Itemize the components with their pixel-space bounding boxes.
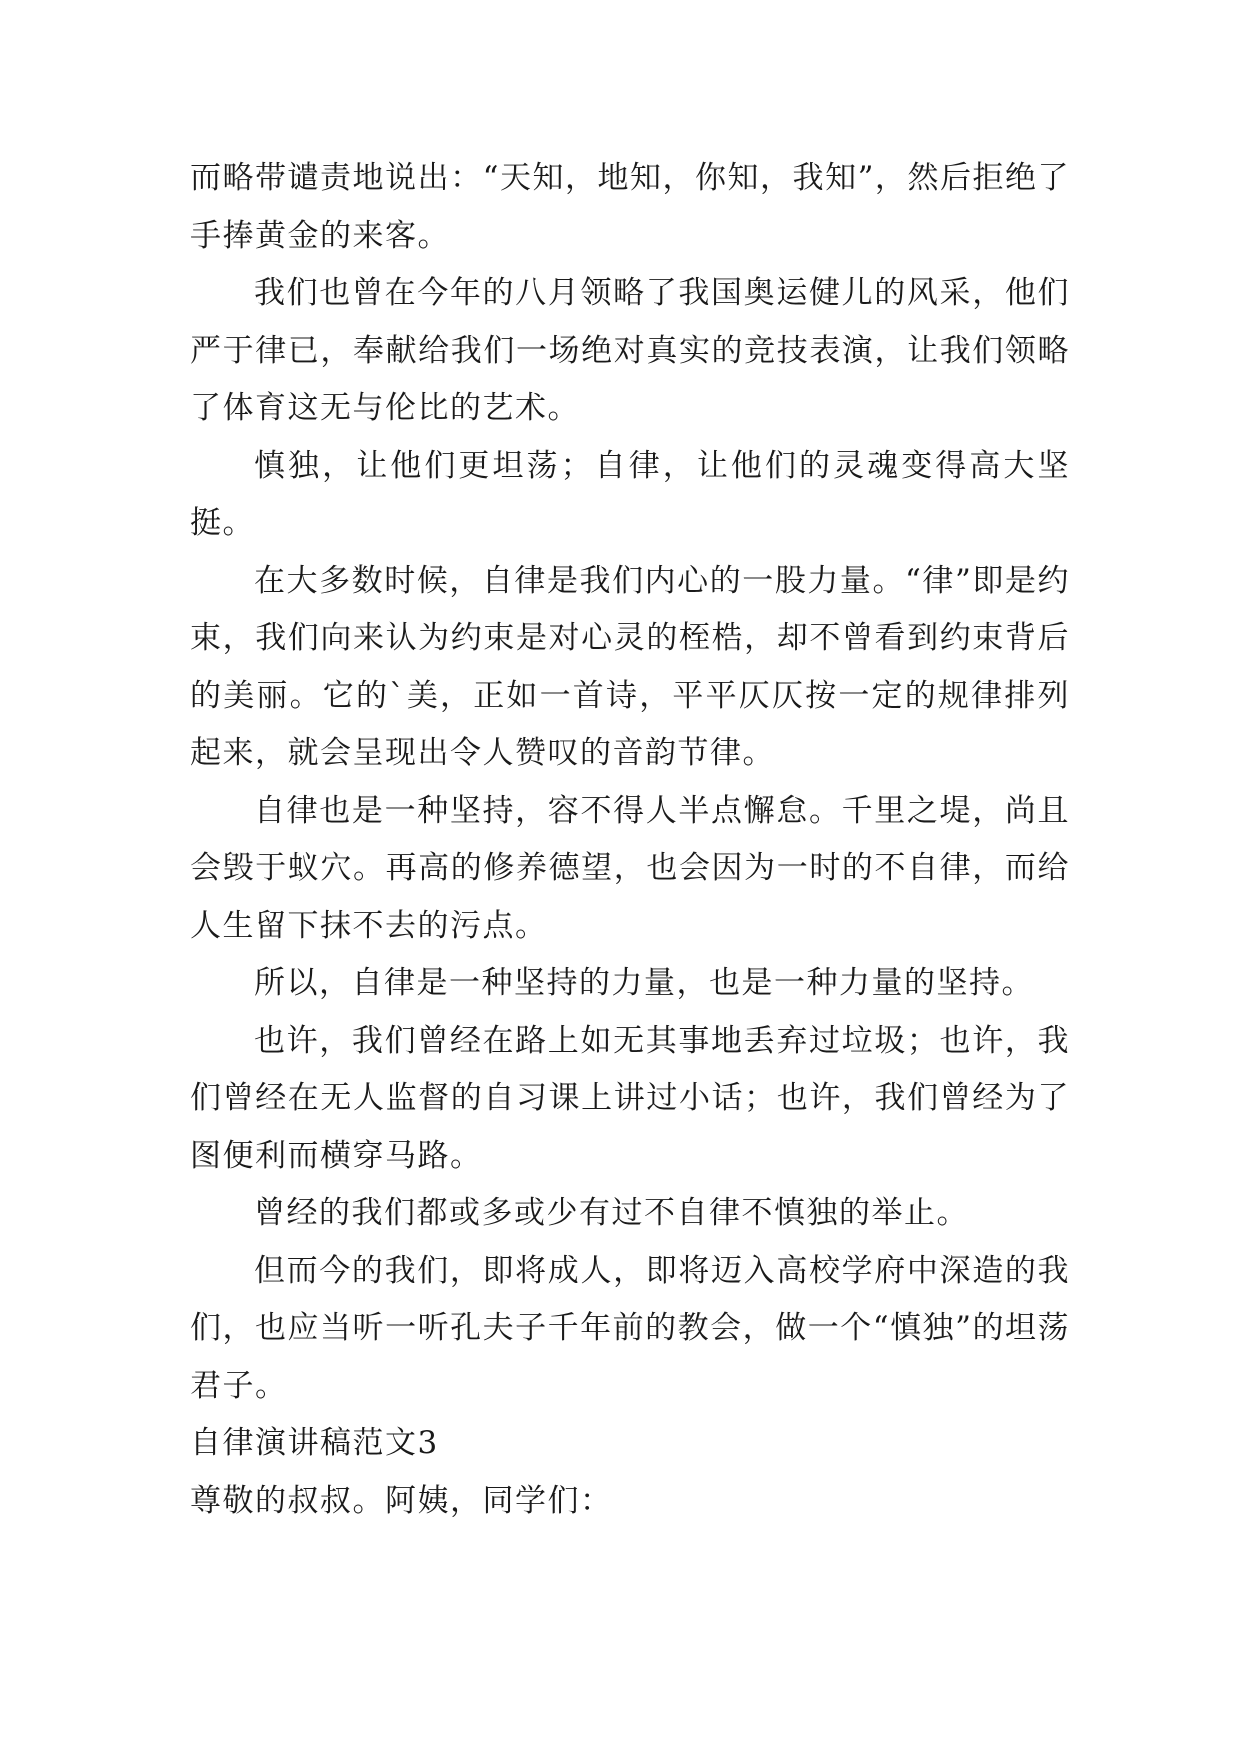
paragraph-8: 曾经的我们都或多或少有过不自律不慎独的举止。 — [254, 1195, 969, 1231]
paragraph-3: 慎独，让他们更坦荡；自律，让他们的灵魂变得高大坚挺。 — [190, 447, 1070, 541]
paragraph-2: 我们也曾在今年的八月领略了我国奥运健儿的风采，他们严于律已，奉献给我们一场绝对真实的竞技表演，让我们领略了体育这无与伦比的艺术。 — [190, 275, 1070, 426]
salutation: 尊敬的叔叔。阿姨，同学们： — [190, 1482, 613, 1519]
document-body — [190, 150, 1070, 1530]
paragraph-1: 而略带谴责地说出：“天知，地知，你知，我知”，然后拒绝了手捧黄金的来客。 — [190, 160, 1070, 254]
paragraph-6: 所以，自律是一种坚持的力量，也是一种力量的坚持。 — [254, 965, 1034, 1001]
paragraph-5: 自律也是一种坚持，容不得人半点懈怠。千里之堤，尚且会毁于蚁穴。再高的修养德望，也会因为一时的不自律，而给人生留下抹不去的污点。 — [190, 792, 1070, 944]
paragraph-4: 在大多数时候，自律是我们内心的一股力量。“律”即是约束，我们向来认为约束是对心灵的桎梏，却不曾看到约束背后的美丽。它的`美，正如一首诗，平平仄仄按一定的规律排列起来，就会呈现出令人赞叹的音韵节律。 — [190, 562, 1070, 771]
section-heading: 自律演讲稿范文3 — [190, 1425, 439, 1461]
paragraph-7: 也许，我们曾经在路上如无其事地丢弃过垃圾；也许，我们曾经在无人监督的自习课上讲过小话；也许，我们曾经为了图便利而横穿马路。 — [190, 1022, 1070, 1174]
paragraph-9: 但而今的我们，即将成人，即将迈入高校学府中深造的我们，也应当听一听孔夫子千年前的教会，做一个“慎独”的坦荡君子。 — [190, 1252, 1070, 1404]
